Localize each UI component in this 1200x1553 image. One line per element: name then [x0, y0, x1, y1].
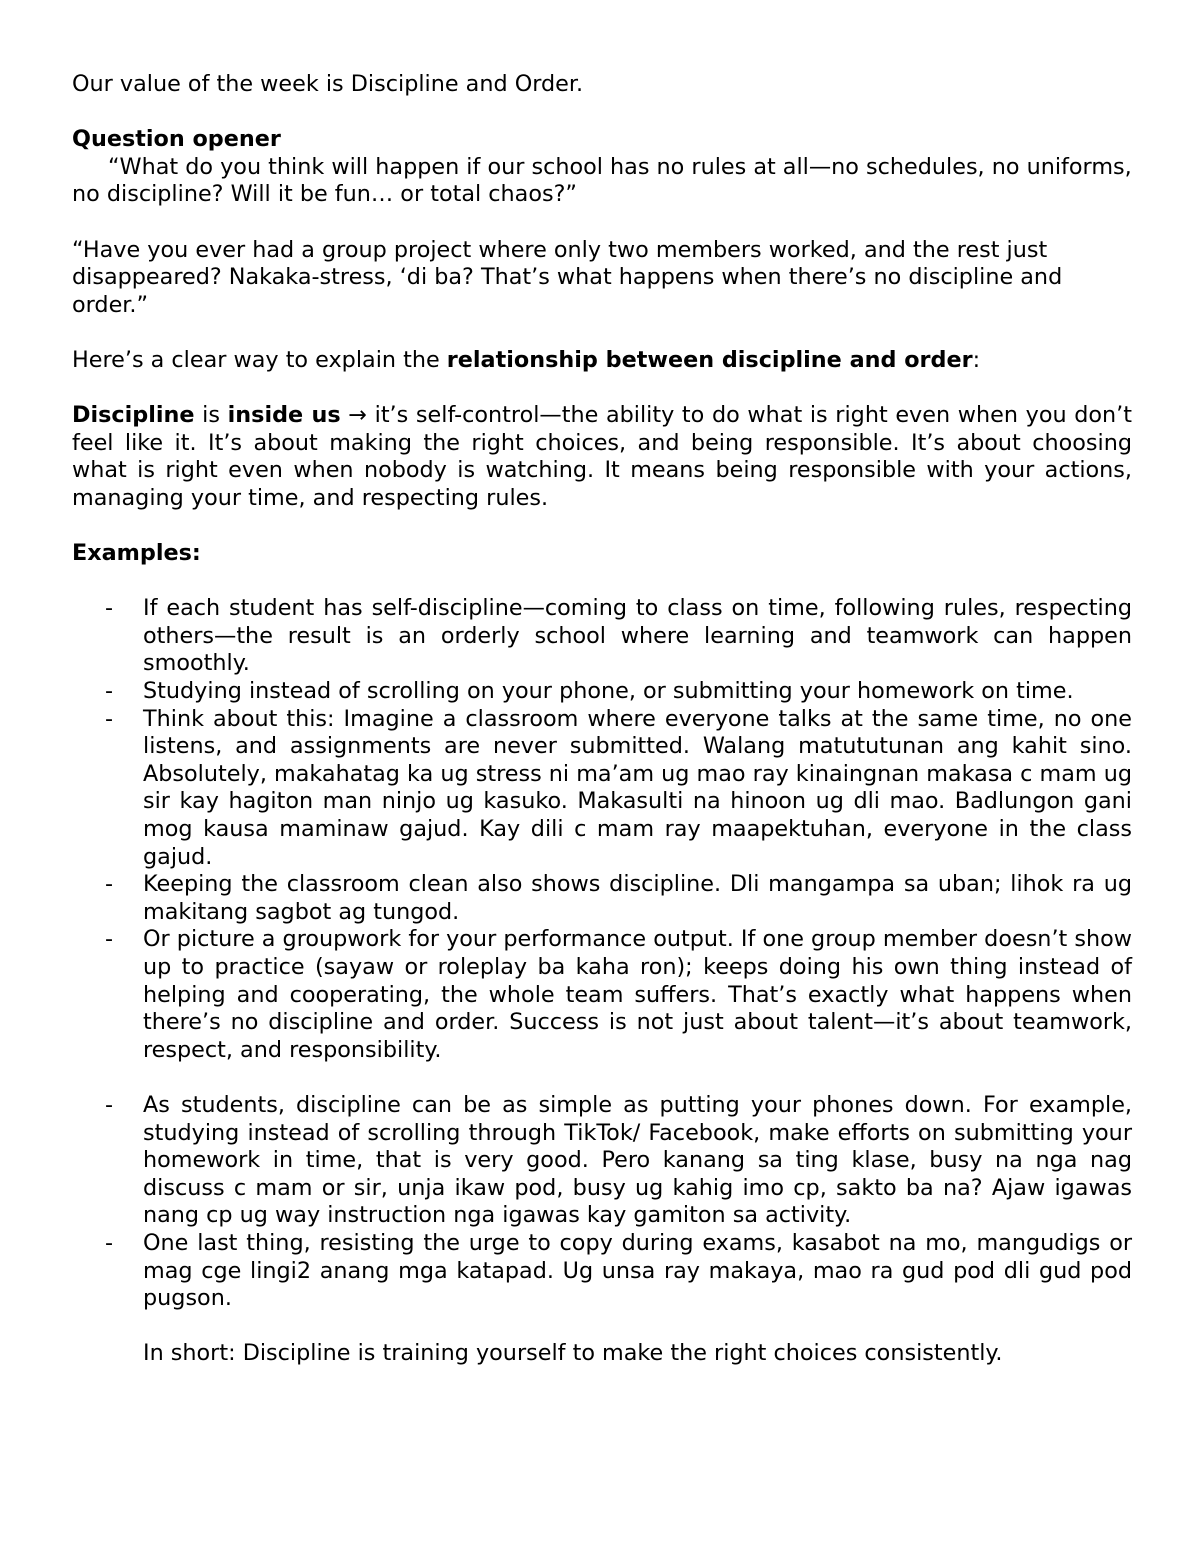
examples-list: [72, 595, 1132, 1064]
list-item: - Think about this: Imagine a classroom where everyone talks at the same time, no one listens, and assignments are never submitted. Walang matututunan ang kahit sino. Absolutely, makahatag ka ug stress ni ma’am ug mao ray kinaingnan makasa c mam ug sir kay hagiton man ninjo ug kasuko. Makasulti na hinoon ug dli mao. Badlungon gani mog kausa maminaw gajud. Kay dili c mam ray maapektuhan, everyone in the class gajud.: [105, 705, 1132, 870]
list-item: - If each student has self-discipline—coming to class on time, following rules, respecting others—the result is an orderly school where learning and teamwork can happen smoothly.: [105, 595, 1132, 677]
dash-bullet-icon: -: [105, 1091, 114, 1118]
examples-list-continued: [72, 1092, 1132, 1313]
question-opener-heading: Question opener: [72, 126, 281, 153]
examples-heading: Examples:: [72, 540, 201, 567]
discipline-word: Discipline: [72, 402, 195, 429]
relationship-bold-text: relationship between discipline and order: [446, 346, 973, 373]
spacer: [72, 1313, 1132, 1341]
dash-bullet-icon: -: [105, 595, 114, 622]
dash-bullet-icon: -: [105, 1229, 114, 1256]
question-opener-quote-1: “What do you think will happen if our school has no rules at all—no schedules, no uniforms, no discipline? Will it be fun… or total chaos?”: [72, 153, 1132, 208]
spacer: [72, 513, 1132, 541]
spacer: [72, 99, 1132, 127]
dash-bullet-icon: -: [105, 926, 114, 953]
list-item: - One last thing, resisting the urge to copy during exams, kasabot na mo, mangudigs or mag cge lingi2 anang mga katapad. Ug unsa ray makaya, mao ra gud pod dli gud pod pugson.: [105, 1229, 1132, 1312]
list-item: - Studying instead of scrolling on your phone, or submitting your homework on time.: [105, 678, 1074, 705]
question-opener-quote-2: “Have you ever had a group project where only two members worked, and the rest just disappeared? Nakaka-stress, ‘di ba? That’s what happens when there’s no discipline and order.”: [72, 236, 1063, 318]
spacer: [72, 375, 1132, 403]
dash-bullet-icon: -: [105, 678, 114, 705]
dash-bullet-icon: -: [105, 871, 114, 898]
intro-text: Our value of the week is Discipline and Order.: [72, 71, 584, 97]
list-item: - Keeping the classroom clean also shows discipline. Dli mangampa sa uban; lihok ra ug makitang sagbot ag tungod.: [105, 871, 1132, 925]
spacer: [72, 568, 1132, 596]
list-item: - Or picture a groupwork for your performance output. If one group member doesn’t show up to practice (sayaw or roleplay ba kaha ron); keeps doing his own thing instead of helping and cooperating, the whole team suffers. That’s exactly what happens when there’s no discipline and order. Success is not just about talent—it’s about teamwork, respect, and responsibility.: [105, 926, 1132, 1063]
discipline-definition: Discipline is inside us → it’s self-control—the ability to do what is right even when you don’t feel like it. It’s about making the right choices, and being responsible. It’s about choosing what is right even when nobody is watching. It means being responsible with your actions, managing your time, and respecting rules.: [72, 402, 1132, 511]
dash-bullet-icon: -: [105, 705, 114, 732]
arrow-icon: →: [340, 402, 375, 429]
document-page: [72, 71, 1132, 1368]
relationship-paragraph: Here’s a clear way to explain the relationship between discipline and order:: [72, 346, 981, 373]
spacer: [72, 1064, 1132, 1092]
spacer: [72, 209, 1132, 237]
list-item: - As students, discipline can be as simple as putting your phones down. For example, studying instead of scrolling through TikTok/ Facebook, make efforts on submitting your homework in time, that is very good. Pero kanang sa ting klase, busy na nga nag discuss c mam or sir, unja ikaw pod, busy ug kahig imo cp, sakto ba na? Ajaw igawas nang cp ug way instruction nga igawas kay gamiton sa activity.: [105, 1091, 1132, 1229]
spacer: [72, 319, 1132, 347]
summary-text: In short: Discipline is training yourself to make the right choices consistently.: [143, 1340, 1003, 1367]
inside-us-text: inside us: [227, 402, 341, 429]
